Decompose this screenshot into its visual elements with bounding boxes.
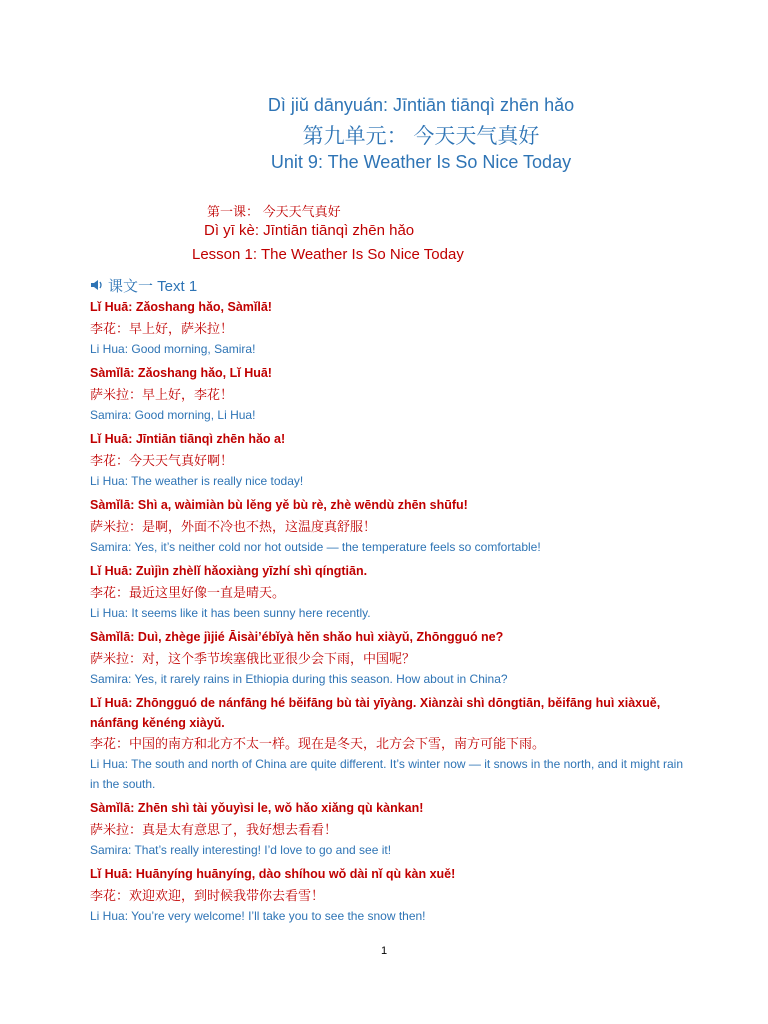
dialog-pinyin: Sàmǐlā: Zhēn shì tài yǒuyìsi le, wǒ hǎo xiǎng qù kànkan! [90,801,424,815]
dialog-pinyin: Lǐ Huā: Zǎoshang hǎo, Sàmǐlā! [90,300,272,314]
unit-title-chinese: 第九单元： 今天天气真好 [302,125,540,148]
dialog-english: Li Hua: It seems like it has been sunny here recently. [90,606,371,620]
dialog-chinese: 萨米拉：是啊，外面不冷也不热，这温度真舒服！ [90,519,377,534]
dialog-pinyin: Lǐ Huā: Huānyíng huānyíng, dào shíhou wǒ dài nǐ qù kàn xuě! [90,867,456,881]
speaker-icon [90,278,104,295]
dialog-english: Samira: That’s really interesting! I’d love to go and see it! [90,843,392,857]
dialog-pinyin: Lǐ Huā: Zuìjìn zhèlǐ hǎoxiàng yīzhí shì qíngtiān. [90,564,368,578]
dialog-chinese: 李花：中国的南方和北方不太一样。现在是冬天，北方会下雪，南方可能下雨。 [90,736,546,751]
dialog-english: Li Hua: You’re very welcome! I’ll take you to see the snow then! [90,909,426,923]
dialog-turn [90,693,690,794]
dialog-turn [90,429,690,491]
dialog-chinese: 萨米拉：对，这个季节埃塞俄比亚很少会下雨，中国呢？ [90,651,416,666]
unit-title-pinyin: Dì jiǔ dānyuán: Jīntiān tiānqì zhēn hǎo [267,95,575,115]
dialog-pinyin: Sàmǐlā: Shì a, wàimiàn bù lěng yě bù rè, zhè wēndù zhēn shūfu! [90,498,468,512]
unit-title-english: Unit 9: The Weather Is So Nice Today [270,152,572,172]
dialog-chinese: 萨米拉：真是太有意思了，我好想去看看！ [90,822,338,837]
dialog-pinyin: Lǐ Huā: Jīntiān tiānqì zhēn hǎo a! [90,432,286,446]
dialog-pinyin: Lǐ Huā: Zhōngguó de nánfāng hé běifāng bù tài yīyàng. Xiànzài shì dōngtiān, běifāng huì xiàxuě, nánfāng kěnéng xiàyǔ. [90,696,661,730]
lesson-title-chinese: 第一课： 今天天气真好 [207,204,341,219]
dialog-chinese: 萨米拉：早上好，李花！ [90,387,234,402]
dialog-turn [90,627,690,689]
dialog-turn [90,495,690,557]
dialog-chinese: 李花：今天天气真好啊！ [90,453,234,468]
dialog-turn [90,798,690,860]
dialog-turn [90,363,690,425]
dialog-chinese: 李花：早上好，萨米拉！ [90,321,234,336]
page-number: 1 [380,945,388,957]
text-title-label: 课文一 Text 1 [108,278,198,295]
dialog-english: Samira: Good morning, Li Hua! [90,408,256,422]
dialog-english: Samira: Yes, it’s neither cold nor hot outside — the temperature feels so comfortable! [90,540,541,554]
dialog-chinese: 李花：欢迎欢迎，到时候我带你去看雪！ [90,888,325,903]
dialog-turn [90,297,690,359]
lesson-title-pinyin: Dì yī kè: Jīntiān tiānqì zhēn hǎo [204,222,415,239]
dialog-pinyin: Sàmǐlā: Duì, zhège jìjié Āisài’ébǐyà hěn shǎo huì xiàyǔ, Zhōngguó ne? [90,630,504,644]
dialog-turn [90,561,690,623]
dialog-english: Li Hua: Good morning, Samira! [90,342,256,356]
text-section-title [90,275,197,296]
dialog-turn [90,864,690,926]
dialog-english: Samira: Yes, it rarely rains in Ethiopia during this season. How about in China? [90,672,508,686]
dialog-pinyin: Sàmǐlā: Zǎoshang hǎo, Lǐ Huā! [90,366,272,380]
lesson-title-english: Lesson 1: The Weather Is So Nice Today [192,246,464,263]
dialog-english: Li Hua: The south and north of China are quite different. It’s winter now — it snows in the north, and it might rain in the south. [90,757,683,791]
dialog-chinese: 李花：最近这里好像一直是晴天。 [90,585,286,600]
dialog-list [90,297,690,930]
dialog-english: Li Hua: The weather is really nice today! [90,474,304,488]
